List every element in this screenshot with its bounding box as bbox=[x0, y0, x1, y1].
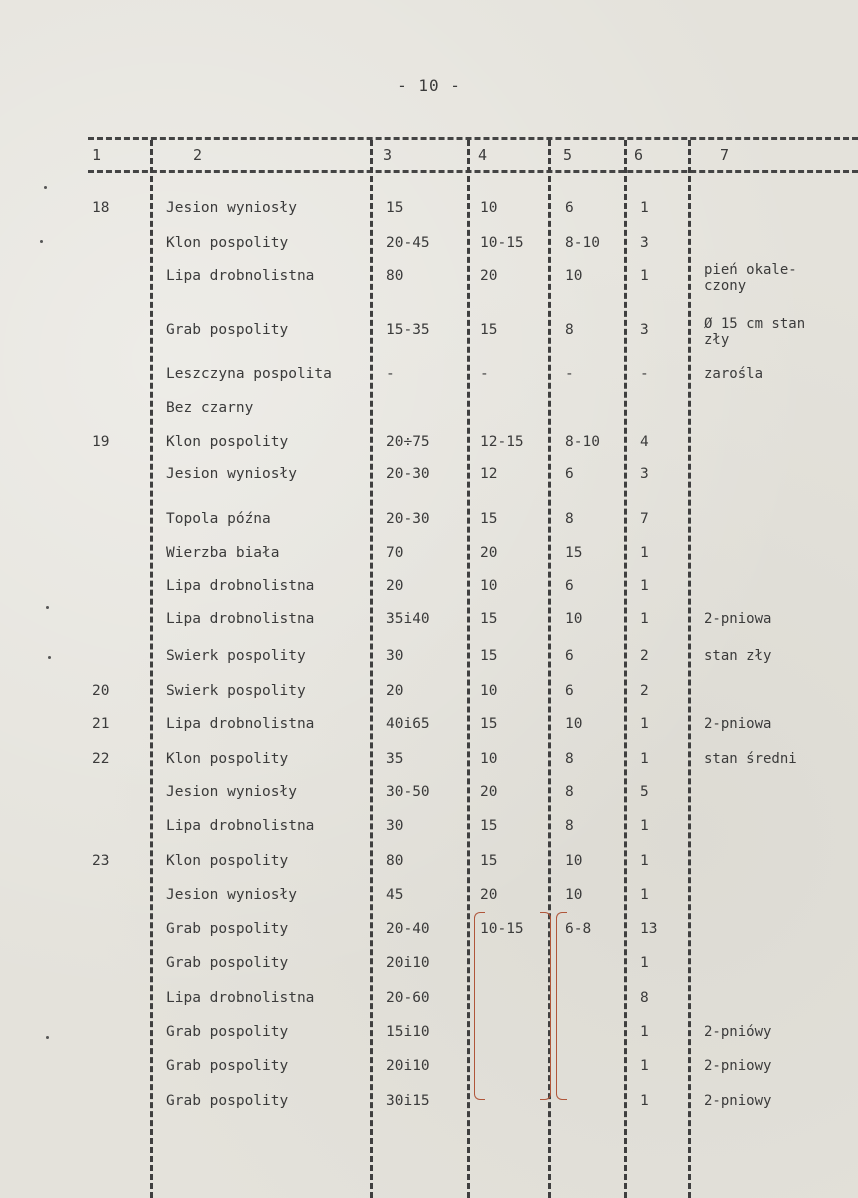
column-divider bbox=[688, 140, 691, 1198]
value-col3: 20-30 bbox=[386, 466, 430, 482]
remark: 2-pniowy bbox=[704, 1093, 772, 1109]
species-name: Bez czarny bbox=[166, 400, 254, 416]
value-col6: 1 bbox=[640, 1024, 649, 1040]
row-number: 21 bbox=[92, 716, 110, 732]
value-col4: 15 bbox=[480, 853, 498, 869]
value-col3: 20 bbox=[386, 683, 404, 699]
column-divider bbox=[370, 140, 373, 1198]
value-col3: 20i10 bbox=[386, 1058, 430, 1074]
value-col5: 8 bbox=[565, 751, 574, 767]
paper-speck bbox=[46, 1036, 49, 1039]
species-name: Lipa drobnolistna bbox=[166, 990, 315, 1006]
species-name: Lipa drobnolistna bbox=[166, 818, 315, 834]
species-name: Jesion wyniosły bbox=[166, 200, 297, 216]
value-col6: 3 bbox=[640, 466, 649, 482]
species-name: Grab pospolity bbox=[166, 955, 289, 971]
value-col6: 1 bbox=[640, 1093, 649, 1109]
species-name: Lipa drobnolistna bbox=[166, 611, 315, 627]
value-col5: 10 bbox=[565, 853, 583, 869]
value-col5: 6 bbox=[565, 683, 574, 699]
species-name: Grab pospolity bbox=[166, 322, 289, 338]
value-col3: 45 bbox=[386, 887, 404, 903]
value-col6: 13 bbox=[640, 921, 658, 937]
species-name: Klon pospolity bbox=[166, 434, 289, 450]
species-name: Grab pospolity bbox=[166, 921, 289, 937]
value-col4: 12-15 bbox=[480, 434, 524, 450]
value-col6: 1 bbox=[640, 200, 649, 216]
value-col3: 70 bbox=[386, 545, 404, 561]
value-col3: - bbox=[386, 366, 395, 382]
value-col3: 20-40 bbox=[386, 921, 430, 937]
value-col3: 15i10 bbox=[386, 1024, 430, 1040]
value-col6: 5 bbox=[640, 784, 649, 800]
column-header: 2 bbox=[193, 146, 203, 164]
column-divider bbox=[624, 140, 627, 1198]
value-col4: 15 bbox=[480, 322, 498, 338]
value-col6: 1 bbox=[640, 716, 649, 732]
remark: 2-pniowy bbox=[704, 1058, 772, 1074]
value-col6: 1 bbox=[640, 751, 649, 767]
handwritten-bracket bbox=[540, 912, 551, 1100]
value-col3: 35 bbox=[386, 751, 404, 767]
value-col4: 15 bbox=[480, 716, 498, 732]
table-top-rule bbox=[88, 137, 858, 140]
value-col4: 20 bbox=[480, 268, 498, 284]
value-col4: 10 bbox=[480, 200, 498, 216]
value-col6: 8 bbox=[640, 990, 649, 1006]
value-col5: 15 bbox=[565, 545, 583, 561]
value-col6: 2 bbox=[640, 683, 649, 699]
value-col3: 20-45 bbox=[386, 235, 430, 251]
value-col6: 1 bbox=[640, 853, 649, 869]
value-col3: 30-50 bbox=[386, 784, 430, 800]
value-col4: 20 bbox=[480, 545, 498, 561]
column-header: 6 bbox=[634, 146, 644, 164]
value-col5: 8 bbox=[565, 322, 574, 338]
value-col3: 15 bbox=[386, 200, 404, 216]
column-divider bbox=[467, 140, 470, 1198]
value-col5: 8-10 bbox=[565, 434, 600, 450]
header-bottom-rule bbox=[88, 170, 858, 173]
value-col3: 35i40 bbox=[386, 611, 430, 627]
value-col5: 6 bbox=[565, 648, 574, 664]
value-col3: 20-60 bbox=[386, 990, 430, 1006]
handwritten-bracket bbox=[556, 912, 567, 1100]
column-divider bbox=[150, 140, 153, 1198]
value-col4: 15 bbox=[480, 818, 498, 834]
value-col6: 2 bbox=[640, 648, 649, 664]
value-col5: - bbox=[565, 366, 574, 382]
value-col6: - bbox=[640, 366, 649, 382]
value-col6: 1 bbox=[640, 1058, 649, 1074]
value-col6: 1 bbox=[640, 268, 649, 284]
value-col6: 1 bbox=[640, 818, 649, 834]
paper-speck bbox=[40, 240, 43, 243]
value-col6: 1 bbox=[640, 887, 649, 903]
remark: zarośla bbox=[704, 366, 764, 382]
species-name: Swierk pospolity bbox=[166, 683, 306, 699]
value-col5: 6-8 bbox=[565, 921, 592, 937]
column-header: 7 bbox=[720, 146, 730, 164]
species-name: Klon pospolity bbox=[166, 853, 289, 869]
value-col3: 20÷75 bbox=[386, 434, 430, 450]
value-col5: 8 bbox=[565, 784, 574, 800]
remark: 2-pniowa bbox=[704, 716, 772, 732]
value-col3: 30i15 bbox=[386, 1093, 430, 1109]
value-col5: 8 bbox=[565, 818, 574, 834]
column-header: 4 bbox=[478, 146, 488, 164]
row-number: 23 bbox=[92, 853, 110, 869]
value-col4: 12 bbox=[480, 466, 498, 482]
value-col4: 10-15 bbox=[480, 921, 524, 937]
row-number: 20 bbox=[92, 683, 110, 699]
value-col3: 80 bbox=[386, 268, 404, 284]
value-col6: 1 bbox=[640, 611, 649, 627]
value-col4: 10-15 bbox=[480, 235, 524, 251]
value-col3: 30 bbox=[386, 648, 404, 664]
value-col3: 40i65 bbox=[386, 716, 430, 732]
value-col3: 20 bbox=[386, 578, 404, 594]
value-col6: 3 bbox=[640, 235, 649, 251]
remark: Ø 15 cm stan zły bbox=[704, 316, 806, 348]
value-col5: 8-10 bbox=[565, 235, 600, 251]
remark: 2-pniówy bbox=[704, 1024, 772, 1040]
species-name: Lipa drobnolistna bbox=[166, 578, 315, 594]
value-col6: 4 bbox=[640, 434, 649, 450]
species-name: Grab pospolity bbox=[166, 1093, 289, 1109]
species-name: Lipa drobnolistna bbox=[166, 716, 315, 732]
value-col5: 6 bbox=[565, 466, 574, 482]
species-name: Swierk pospolity bbox=[166, 648, 306, 664]
value-col5: 6 bbox=[565, 578, 574, 594]
species-name: Klon pospolity bbox=[166, 235, 289, 251]
row-number: 22 bbox=[92, 751, 110, 767]
value-col6: 1 bbox=[640, 955, 649, 971]
value-col5: 10 bbox=[565, 268, 583, 284]
paper-speck bbox=[44, 186, 47, 189]
species-name: Leszczyna pospolita bbox=[166, 366, 332, 382]
species-name: Jesion wyniosły bbox=[166, 466, 297, 482]
remark: stan zły bbox=[704, 648, 772, 664]
column-header: 5 bbox=[563, 146, 573, 164]
value-col3: 20-30 bbox=[386, 511, 430, 527]
value-col4: 15 bbox=[480, 511, 498, 527]
value-col4: 15 bbox=[480, 648, 498, 664]
value-col4: 20 bbox=[480, 887, 498, 903]
value-col5: 10 bbox=[565, 887, 583, 903]
species-name: Grab pospolity bbox=[166, 1058, 289, 1074]
remark: pień okale- czony bbox=[704, 262, 797, 294]
row-number: 18 bbox=[92, 200, 110, 216]
row-number: 19 bbox=[92, 434, 110, 450]
species-name: Grab pospolity bbox=[166, 1024, 289, 1040]
column-header: 1 bbox=[92, 146, 102, 164]
species-name: Topola późna bbox=[166, 511, 271, 527]
value-col5: 10 bbox=[565, 611, 583, 627]
species-name: Jesion wyniosły bbox=[166, 887, 297, 903]
page-number: - 10 - bbox=[397, 76, 461, 95]
remark: stan średni bbox=[704, 751, 797, 767]
value-col5: 10 bbox=[565, 716, 583, 732]
handwritten-bracket bbox=[474, 912, 485, 1100]
column-header: 3 bbox=[383, 146, 393, 164]
value-col5: 6 bbox=[565, 200, 574, 216]
value-col5: 8 bbox=[565, 511, 574, 527]
value-col3: 20i10 bbox=[386, 955, 430, 971]
paper-speck bbox=[46, 606, 49, 609]
value-col6: 1 bbox=[640, 545, 649, 561]
species-name: Klon pospolity bbox=[166, 751, 289, 767]
value-col4: 15 bbox=[480, 611, 498, 627]
value-col6: 3 bbox=[640, 322, 649, 338]
value-col6: 7 bbox=[640, 511, 649, 527]
species-name: Jesion wyniosły bbox=[166, 784, 297, 800]
species-name: Lipa drobnolistna bbox=[166, 268, 315, 284]
value-col3: 15-35 bbox=[386, 322, 430, 338]
remark: 2-pniowa bbox=[704, 611, 772, 627]
value-col4: 20 bbox=[480, 784, 498, 800]
value-col4: 10 bbox=[480, 683, 498, 699]
value-col4: - bbox=[480, 366, 489, 382]
species-name: Wierzba biała bbox=[166, 545, 280, 561]
value-col3: 80 bbox=[386, 853, 404, 869]
value-col4: 10 bbox=[480, 751, 498, 767]
value-col6: 1 bbox=[640, 578, 649, 594]
value-col3: 30 bbox=[386, 818, 404, 834]
paper-speck bbox=[48, 656, 51, 659]
value-col4: 10 bbox=[480, 578, 498, 594]
